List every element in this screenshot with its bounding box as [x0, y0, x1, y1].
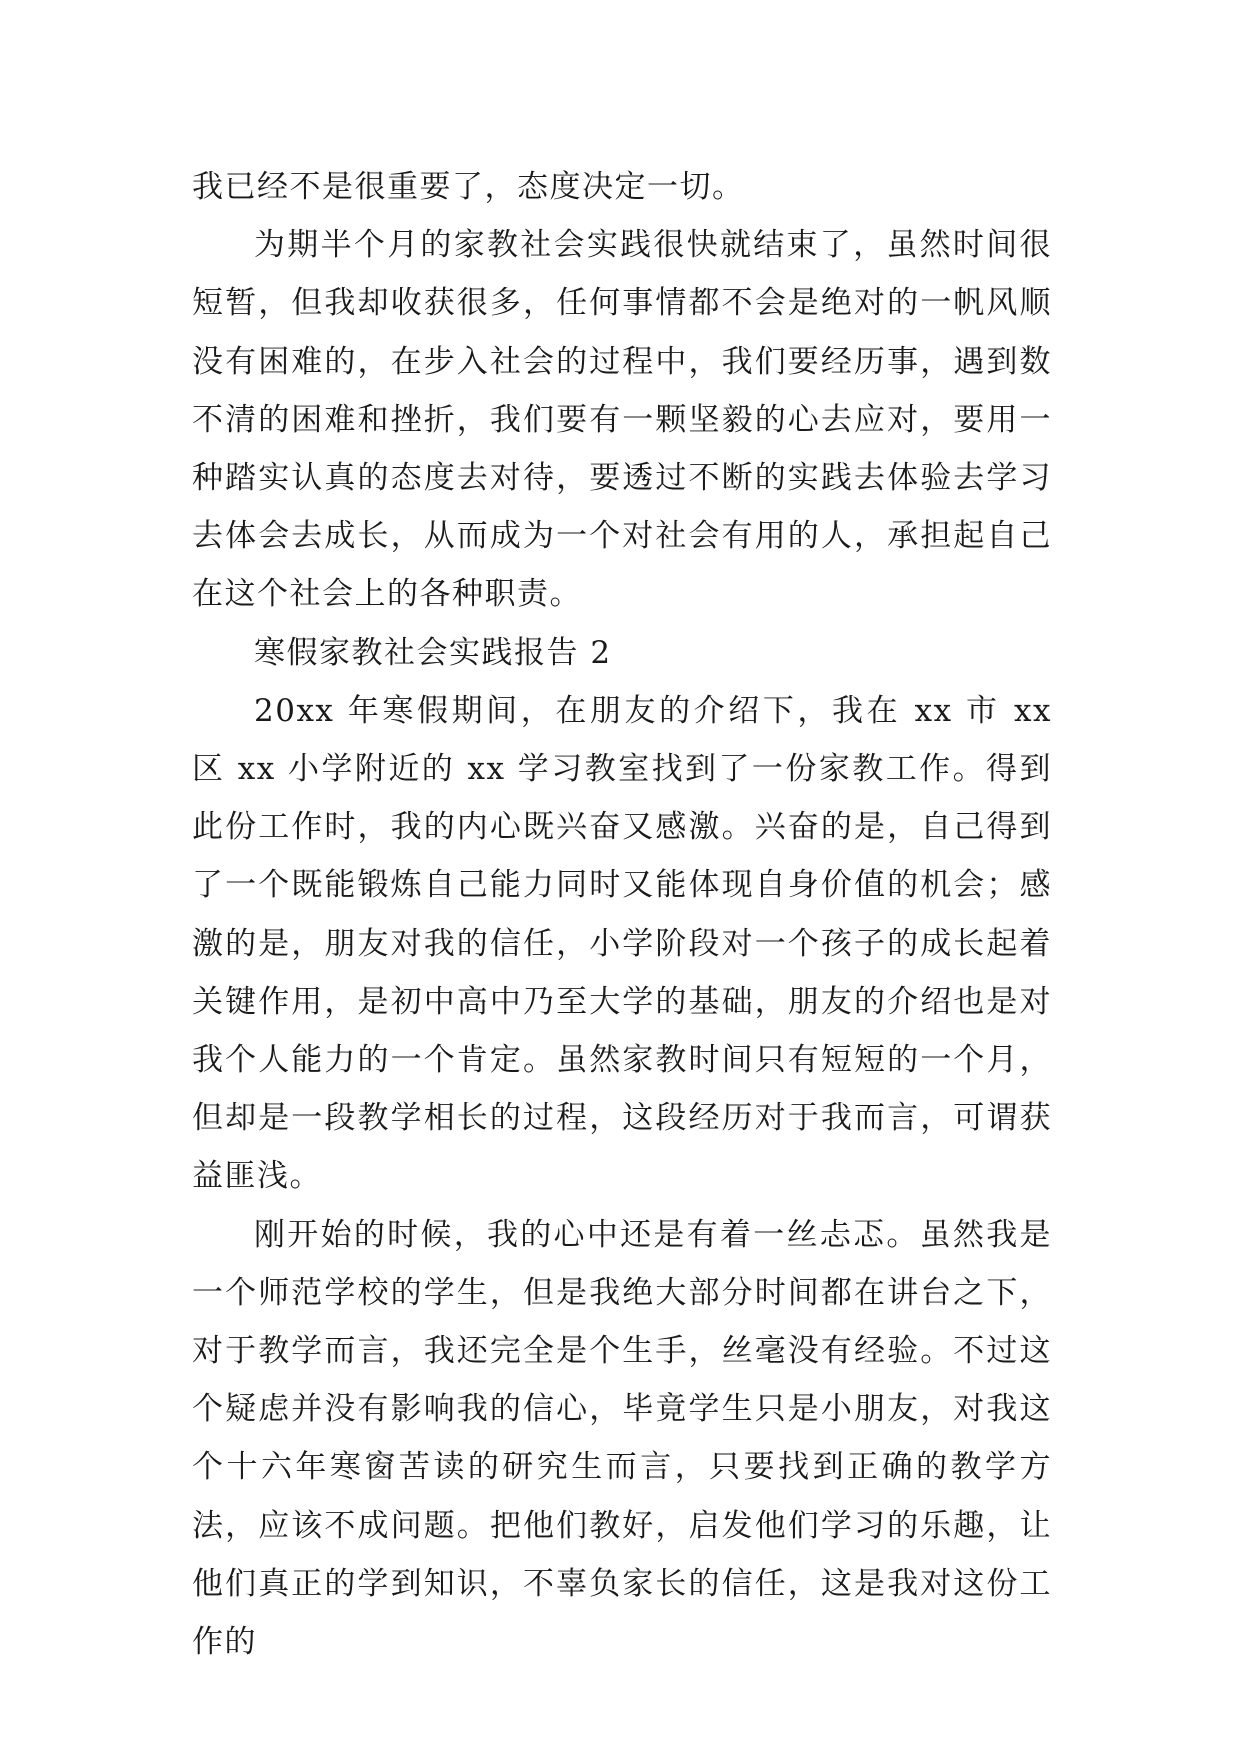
paragraph-intro: 20xx 年寒假期间，在朋友的介绍下，我在 xx 市 xx 区 xx 小学附近的 xx 学习教室找到了一份家教工作。得到此份工作时，我的内心既兴奋又感激。兴奋的是，自己得到了一个既能锻炼自己能力同时又能体现自身价值的机会；感激的是，朋友对我的信任，小学阶段对一个孩子的成长起着关键作用，是初中高中乃至大学的基础，朋友的介绍也是对我个人能力的一个肯定。虽然家教时间只有短短的一个月，但却是一段教学相长的过程，这段经历对于我而言，可谓获益匪浅。 — [192, 692, 1052, 1195]
paragraph-continuation: 我已经不是很重要了，态度决定一切。 — [192, 169, 745, 205]
paragraph-summary: 为期半个月的家教社会实践很快就结束了，虽然时间很短暂，但我却收获很多，任何事情都不会是绝对的一帆风顺没有困难的，在步入社会的过程中，我们要经历事，遇到数不清的困难和挫折，我们要有一颗坚毅的心去应对，要用一种踏实认真的态度去对待，要透过不断的实践去体验去学习去体会去成长，从而成为一个对社会有用的人，承担起自己在这个社会上的各种职责。 — [192, 227, 1052, 613]
paragraph-beginning: 刚开始的时候，我的心中还是有着一丝忐忑。虽然我是一个师范学校的学生，但是我绝大部分时间都在讲台之下，对于教学而言，我还完全是个生手，丝毫没有经验。不过这个疑虑并没有影响我的信心，毕竟学生只是小朋友，对我这个十六年寒窗苦读的研究生而言，只要找到正确的教学方法，应该不成问题。把他们教好，启发他们学习的乐趣，让他们真正的学到知识，不辜负家长的信任，这是我对这份工作的 — [192, 1216, 1052, 1661]
section-heading: 寒假家教社会实践报告 2 — [254, 634, 612, 671]
document-body — [192, 158, 1052, 1671]
